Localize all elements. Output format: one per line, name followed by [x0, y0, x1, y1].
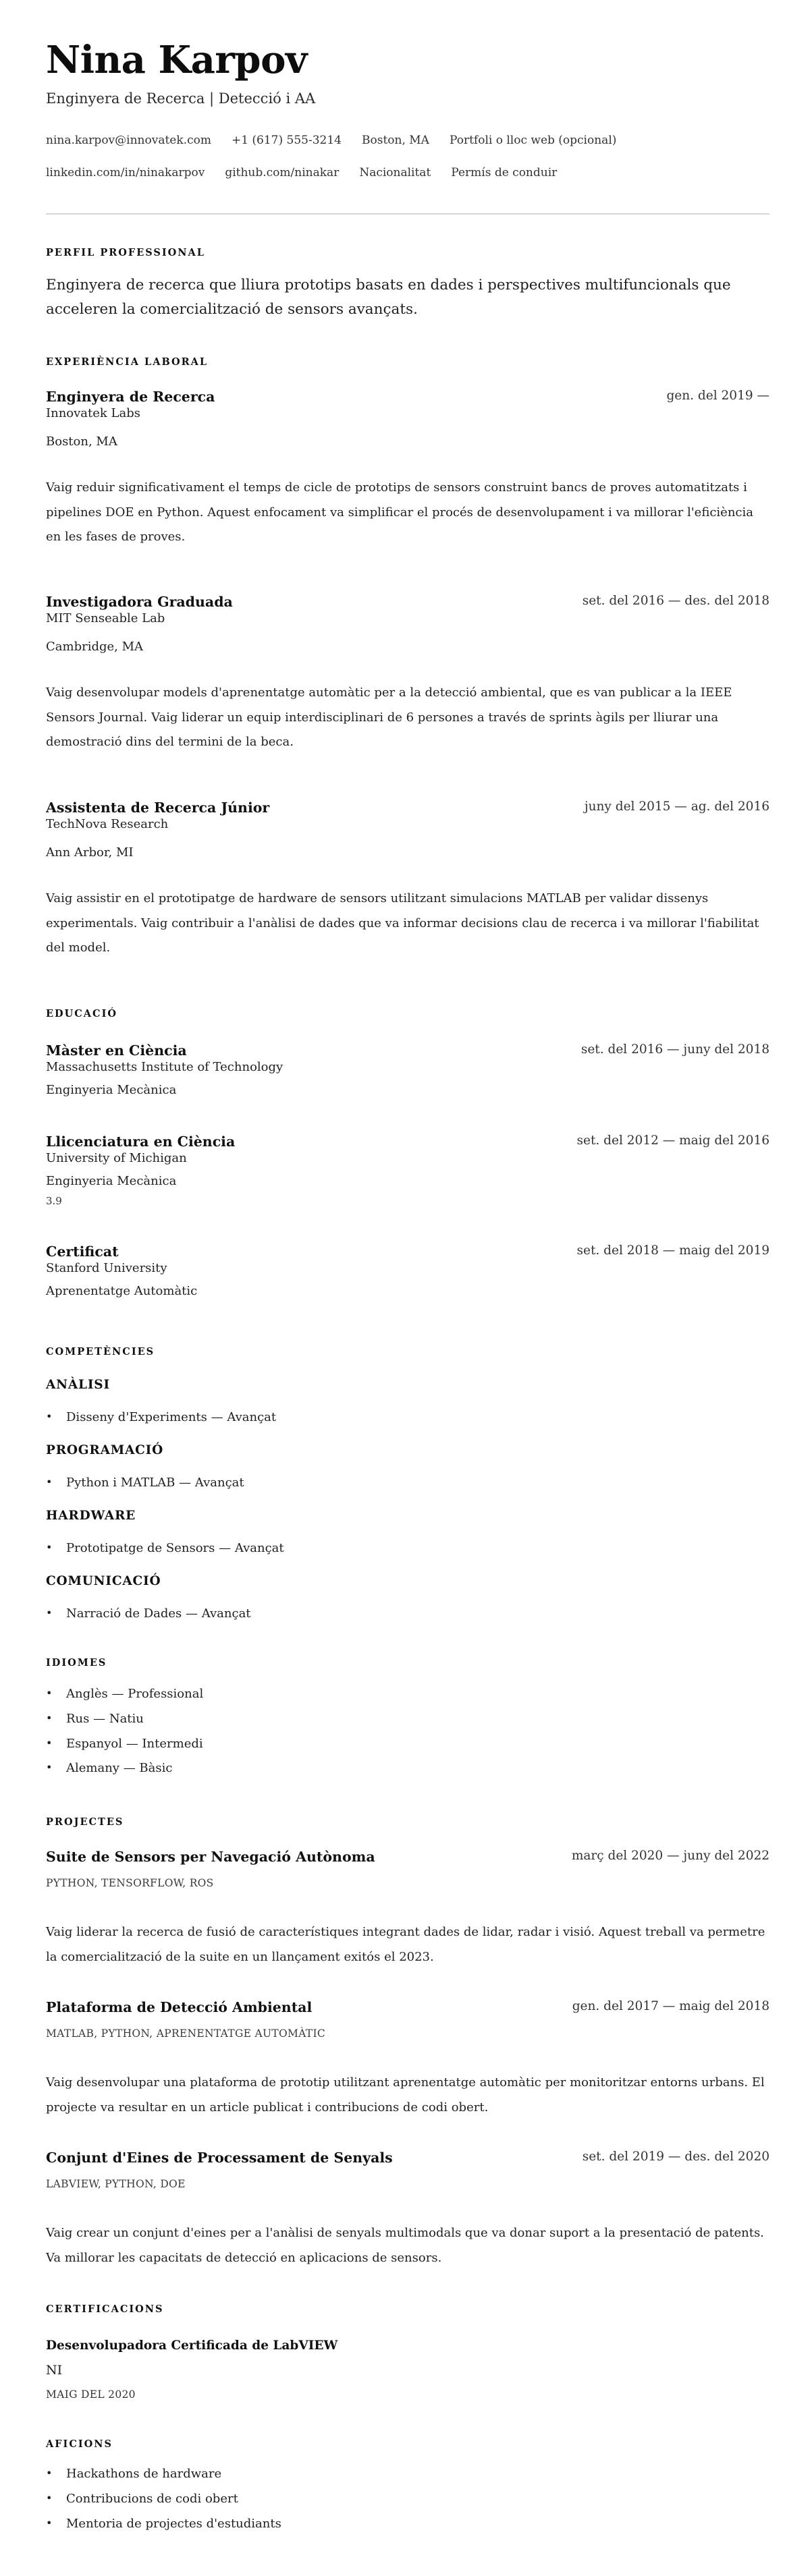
gpa: 3.9	[46, 1195, 62, 1207]
contact-driving-license: Permís de conduir	[451, 166, 558, 179]
language-item: • Alemany — Bàsic	[46, 1761, 172, 1775]
section-title-hobbies: AFICIONS	[46, 2438, 113, 2450]
candidate-name: Nina Karpov	[46, 38, 307, 82]
project-tech-stack: PYTHON, TENSORFLOW, ROS	[46, 1877, 214, 1889]
job-company: TechNova Research	[46, 817, 169, 831]
skill-category-hardware: HARDWARE	[46, 1509, 136, 1523]
project-entry	[46, 1999, 770, 2120]
job-dates: set. del 2016 — des. del 2018	[582, 594, 770, 608]
contact-linkedin[interactable]: linkedin.com/in/ninakarpov	[46, 166, 205, 179]
experience-entry	[46, 594, 770, 755]
skill-item: • Prototipatge de Sensors — Avançat	[46, 1541, 284, 1555]
header-divider	[46, 213, 770, 215]
skill-item: • Narració de Dades — Avançat	[46, 1606, 251, 1621]
job-description: Vaig assistir en el prototipatge de hardware de sensors utilitzant simulacions MATLAB per validar dissenys experimentals. Vaig contribuir a l'anàlisi de dades que va informar decisions clau de recerca i va millorar l'fiabilitat del model.	[46, 891, 759, 955]
project-description: Vaig desenvolupar una plataforma de prototip utilitzant aprenentatge automàtic per monitoritzar entorns urbans. El projecte va resultar en un article publicat i contribucions de codi obert.	[46, 2075, 765, 2115]
project-description: Vaig crear un conjunt d'eines per a l'anàlisi de senyals multimodals que va donar suport a la presentació de patents. Va millorar les capacitats de detecció en aplicacions de sensors.	[46, 2226, 764, 2265]
school-name: Massachusetts Institute of Technology	[46, 1060, 284, 1074]
project-entry	[46, 1849, 770, 1969]
experience-entry	[46, 389, 770, 550]
skill-category-analysis: ANÀLISI	[46, 1378, 110, 1392]
project-title: Plataforma de Detecció Ambiental	[46, 1999, 313, 2015]
education-entry	[46, 1042, 770, 1097]
project-dates: set. del 2019 — des. del 2020	[582, 2150, 770, 2164]
skill-category-communication: COMUNICACIÓ	[46, 1574, 161, 1588]
project-tech-stack: LABVIEW, PYTHON, DOE	[46, 2178, 186, 2190]
language-item: • Rus — Natiu	[46, 1712, 144, 1726]
job-company: Innovatek Labs	[46, 406, 140, 420]
skill-item: • Python i MATLAB — Avançat	[46, 1476, 244, 1490]
section-title-education: EDUCACIÓ	[46, 1008, 118, 1019]
project-title: Suite de Sensors per Navegació Autònoma	[46, 1849, 375, 1865]
profile-summary: Enginyera de recerca que lliura prototips basats en dades i perspectives multifuncionals que acceleren la comercialització de sensors avançats.	[46, 277, 731, 318]
contact-row-1	[46, 134, 616, 147]
contact-email[interactable]: nina.karpov@innovatek.com	[46, 134, 211, 147]
degree-title: Màster en Ciència	[46, 1042, 187, 1059]
contact-github[interactable]: github.com/ninakar	[225, 166, 340, 179]
certification-title: Desenvolupadora Certificada de LabVIEW	[46, 2339, 338, 2353]
hobby-item: • Hackathons de hardware	[46, 2467, 221, 2481]
job-location: Cambridge, MA	[46, 640, 144, 654]
school-name: Stanford University	[46, 1261, 167, 1275]
job-title: Enginyera de Recerca	[46, 389, 215, 405]
project-dates: març del 2020 — juny del 2022	[571, 1849, 770, 1863]
degree-title: Certificat	[46, 1243, 119, 1260]
language-item: • Anglès — Professional	[46, 1687, 203, 1701]
certification-date: MAIG DEL 2020	[46, 2388, 136, 2401]
field-of-study: Enginyeria Mecànica	[46, 1083, 177, 1097]
project-title: Conjunt d'Eines de Processament de Senyals	[46, 2150, 393, 2166]
job-location: Boston, MA	[46, 435, 117, 449]
contact-phone[interactable]: +1 (617) 555-3214	[231, 134, 342, 147]
section-title-projects: PROJECTES	[46, 1816, 124, 1828]
project-description: Vaig liderar la recerca de fusió de característiques integrant dades de lidar, radar i visió. Aquest treball va permetre la comercialització de la suite en un llançament exitós el 2023.	[46, 1925, 765, 1964]
job-company: MIT Senseable Lab	[46, 611, 165, 625]
section-title-skills: COMPETÈNCIES	[46, 1346, 155, 1357]
project-dates: gen. del 2017 — maig del 2018	[572, 1999, 770, 2013]
project-entry	[46, 2150, 770, 2270]
contact-location: Boston, MA	[362, 134, 429, 147]
job-description: Vaig desenvolupar models d'aprenentatge automàtic per a la detecció ambiental, que es van publicar a la IEEE Sensors Journal. Vaig liderar un equip interdisciplinari de 6 persones a través de sprints àgils per lliurar una demostració dins del termini de la beca.	[46, 685, 732, 749]
skill-category-programming: PROGRAMACIÓ	[46, 1443, 164, 1457]
skill-item: • Disseny d'Experiments — Avançat	[46, 1410, 276, 1424]
degree-title: Llicenciatura en Ciència	[46, 1133, 236, 1150]
contact-nationality: Nacionalitat	[359, 166, 431, 179]
field-of-study: Enginyeria Mecànica	[46, 1174, 177, 1188]
degree-dates: set. del 2016 — juny del 2018	[580, 1042, 770, 1057]
section-title-certifications: CERTIFICACIONS	[46, 2303, 164, 2315]
section-title-profile: PERFIL PROFESSIONAL	[46, 247, 205, 258]
job-location: Ann Arbor, MI	[46, 845, 134, 860]
language-item: • Espanyol — Intermedi	[46, 1737, 203, 1751]
degree-dates: set. del 2012 — maig del 2016	[576, 1133, 770, 1148]
hobby-item: • Mentoria de projectes d'estudiants	[46, 2517, 281, 2531]
field-of-study: Aprenentatge Automàtic	[46, 1284, 198, 1298]
experience-entry	[46, 800, 770, 961]
education-entry	[46, 1243, 770, 1298]
hobby-item: • Contribucions de codi obert	[46, 2492, 238, 2506]
job-dates: juny del 2015 — ag. del 2016	[584, 800, 770, 814]
contact-row-2	[46, 166, 557, 179]
certification-issuer: NI	[46, 2363, 63, 2378]
job-title: Assistenta de Recerca Júnior	[46, 800, 270, 816]
job-dates: gen. del 2019 —	[666, 389, 770, 403]
candidate-tagline: Enginyera de Recerca | Detecció i AA	[46, 90, 316, 107]
degree-dates: set. del 2018 — maig del 2019	[576, 1243, 770, 1258]
education-entry	[46, 1133, 770, 1207]
project-tech-stack: MATLAB, PYTHON, APRENENTATGE AUTOMÀTIC	[46, 2027, 326, 2040]
section-title-languages: IDIOMES	[46, 1657, 107, 1669]
job-title: Investigadora Graduada	[46, 594, 233, 610]
section-title-experience: EXPERIÈNCIA LABORAL	[46, 356, 209, 368]
job-description: Vaig reduir significativament el temps de cicle de prototips de sensors construint bancs de proves automatitzats i pipelines DOE en Python. Aquest enfocament va simplificar el procés de desenvolupament i va millorar l'eficiència en les fases de proves.	[46, 480, 753, 544]
contact-portfolio[interactable]: Portfoli o lloc web (opcional)	[449, 134, 617, 147]
school-name: University of Michigan	[46, 1151, 187, 1165]
